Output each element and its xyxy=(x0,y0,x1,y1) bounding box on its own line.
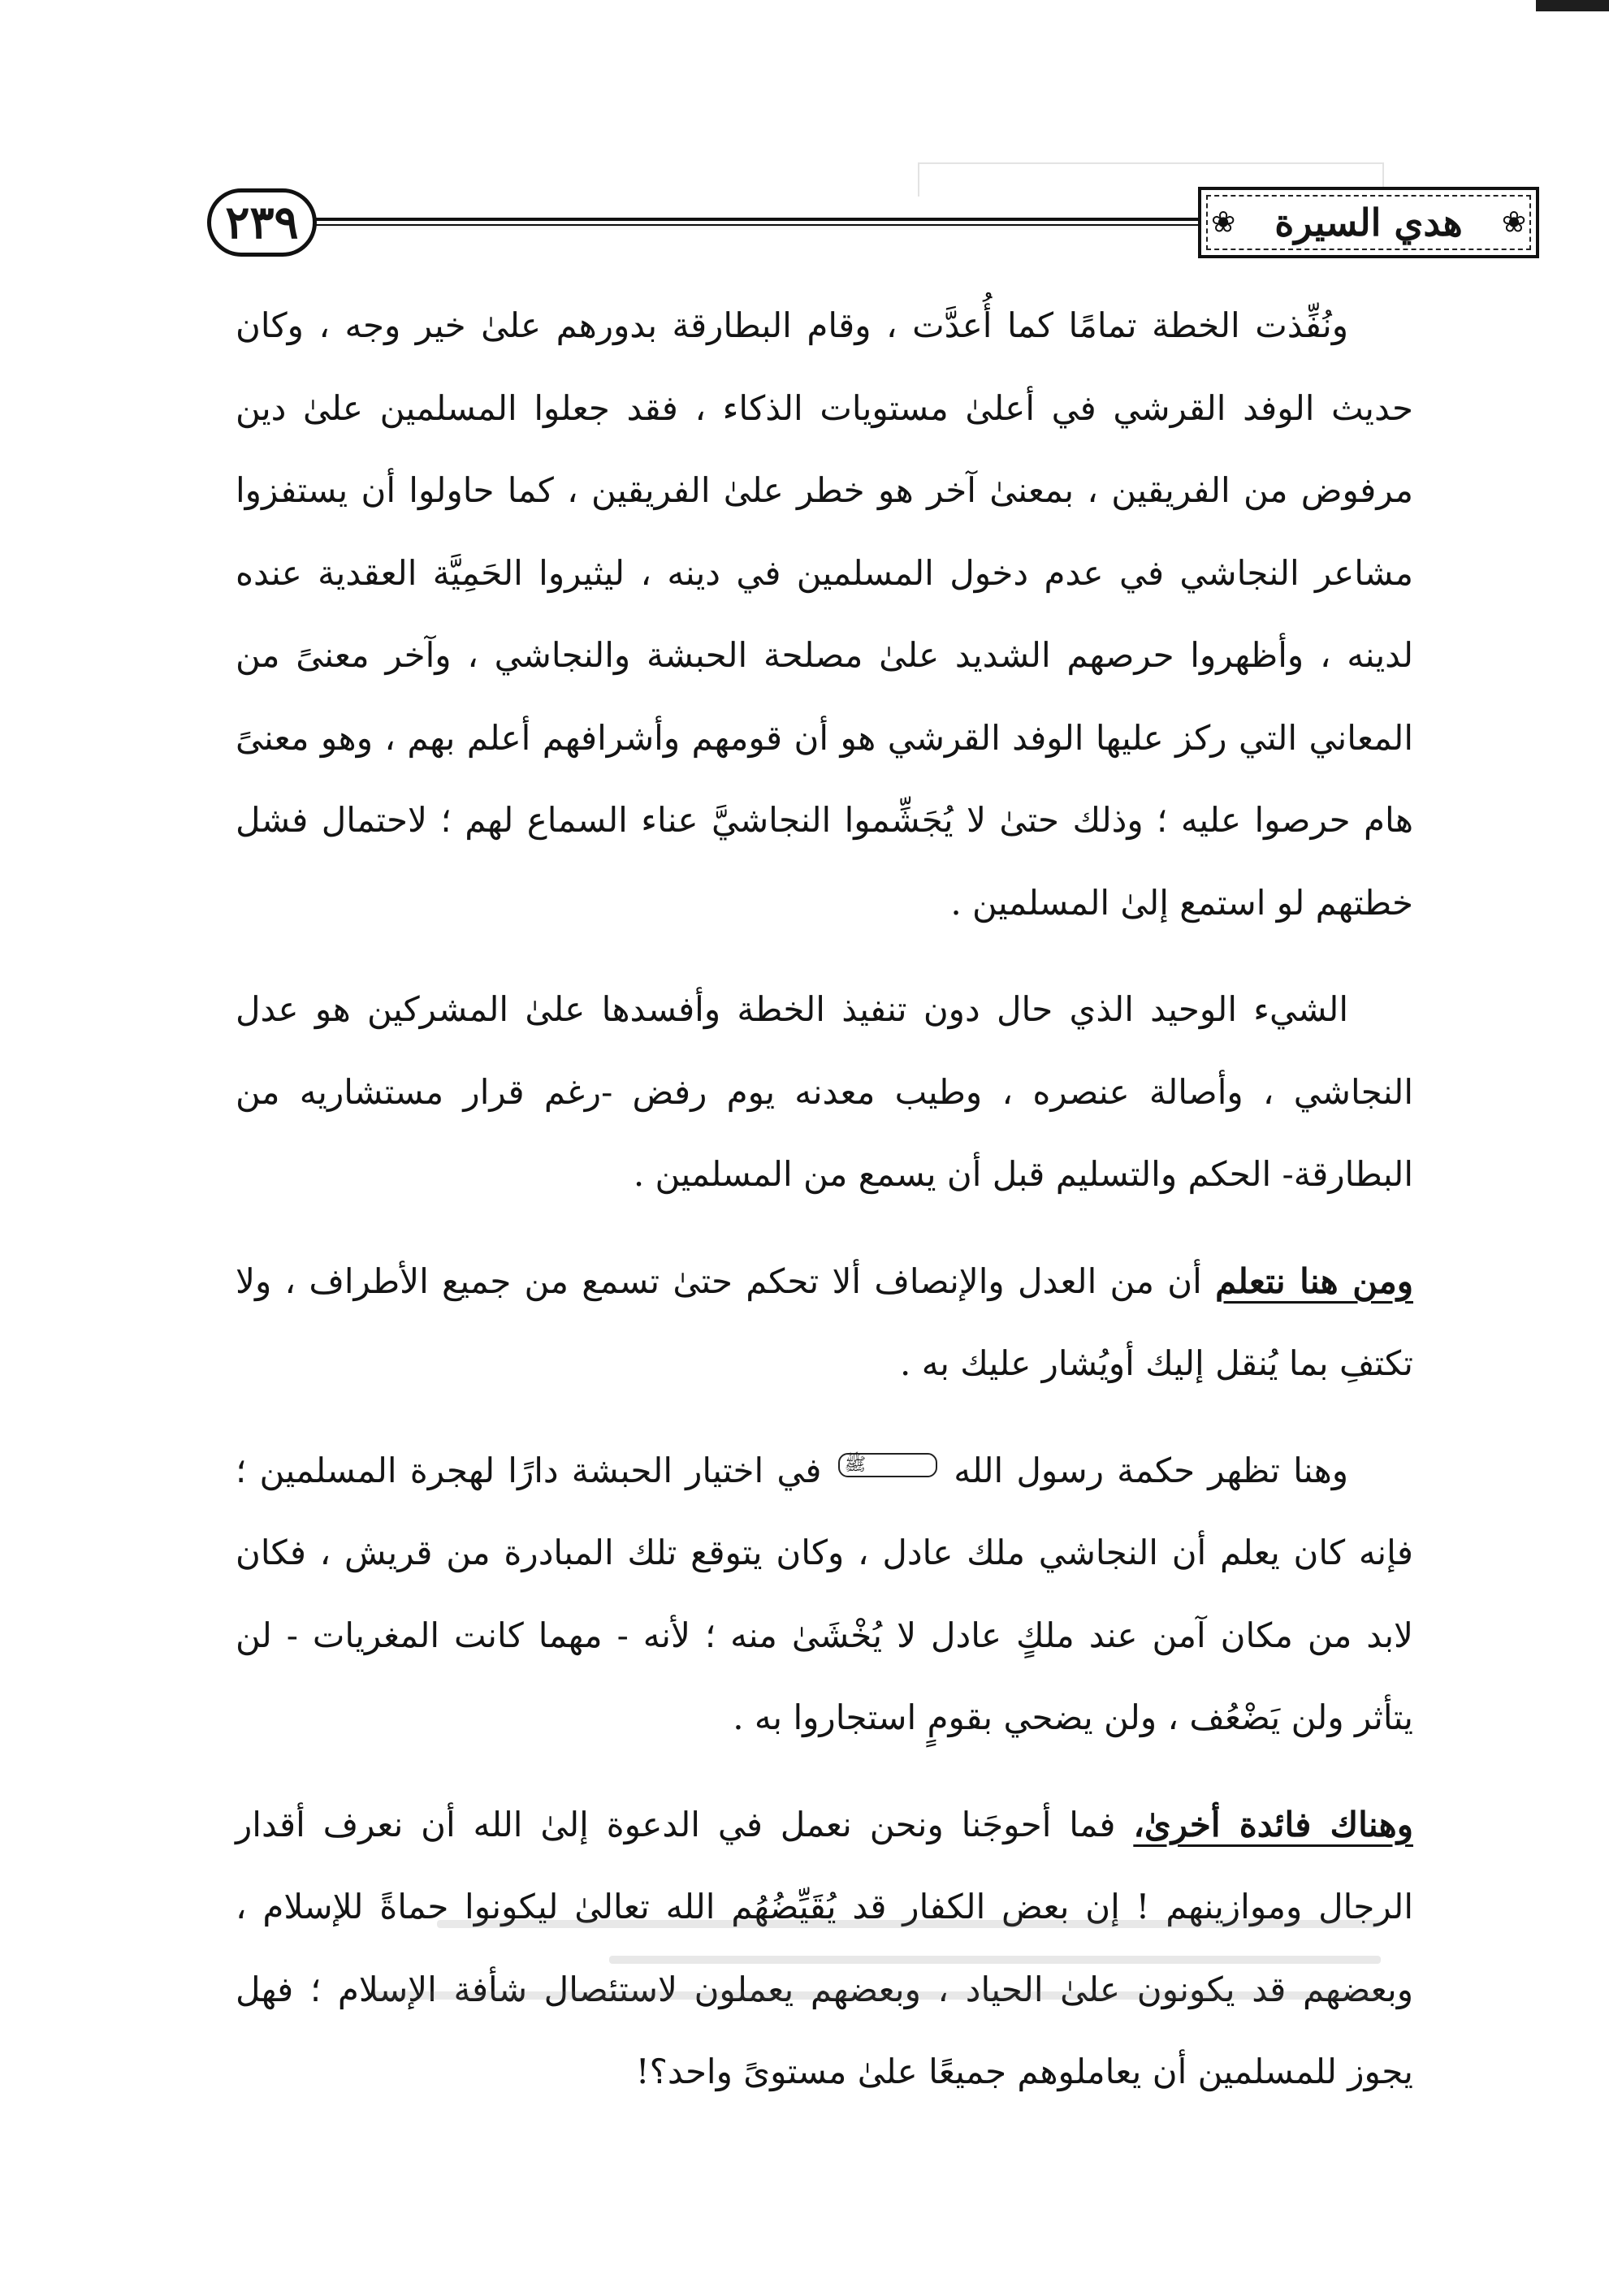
paragraph xyxy=(236,1240,1413,1405)
paragraph-text: الشيء الوحيد الذي حال دون تنفيذ الخطة وأفسدها علىٰ المشركين هو عدل النجاشي ، وأصالة عنصره ، وطيب معدنه يوم رفض -رغم قرار مستشاريه من البطارقة- الحكم والتسليم قبل أن يسمع من المسلمين . xyxy=(236,989,1413,1194)
salutation-ligature-icon: ﷺ xyxy=(838,1453,938,1477)
paragraph xyxy=(236,284,1413,944)
paragraph-lead: وهناك فائدة أخرىٰ، xyxy=(1133,1804,1413,1844)
paragraph-lead: ومن هنا نتعلم xyxy=(1215,1260,1413,1301)
paragraph-text: في اختيار الحبشة دارًا لهجرة المسلمين ؛ فإنه كان يعلم أن النجاشي ملك عادل ، وكان يتوقع تلك المبادرة من قريش ، فكان لابد من مكان آمن عند ملكٍ عادل لا يُخْشَىٰ منه ؛ لأنه - مهما كانت المغريات - لن يتأثر ولن يَضْعُف ، ولن يضحي بقومٍ استجاروا به . xyxy=(236,1450,1413,1737)
paragraph-text: أن من العدل والإنصاف ألا تحكم حتىٰ تسمع من جميع الأطراف ، ولا تكتفِ بما يُنقل إليك أويُشار عليك به . xyxy=(236,1260,1413,1383)
ornament-icon: ❀ xyxy=(1501,205,1526,240)
paragraph-text: فما أحوجَنا ونحن نعمل في الدعوة إلىٰ الله أن نعرف أقدار الرجال وموازينهم ! إن بعض الكفار قد يُقَيِّضُهُم الله تعالىٰ ليكونوا حماةً للإسلام ، وبعضهم قد يكونون علىٰ الحياد ، وبعضهم يعملون لاستئصال شأفة الإسلام ؛ فهل يجوز للمسلمين أن يعاملوهم جميعًا علىٰ مستوىً واحد؟! xyxy=(236,1804,1413,2091)
paragraph-text: ونُفِّذت الخطة تمامًا كما أُعدَّت ، وقام البطارقة بدورهم علىٰ خير وجه ، وكان حديث الوفد القرشي في أعلىٰ مستويات الذكاء ، فقد جعلوا المسلمين علىٰ دين مرفوض من الفريقين ، بمعنىٰ آخر هو خطر علىٰ الفريقين ، كما حاولوا أن يستفزوا مشاعر النجاشي في عدم دخول المسلمين في دينه ، ليثيروا الحَمِيَّة العقدية عنده لدينه ، وأظهروا حرصهم الشديد علىٰ مصلحة الحبشة والنجاشي ، وآخر معنىً من المعاني التي ركز عليها الوفد القرشي هو أن قومهم وأشرافهم أعلم بهم ، وهو معنىً هام حرصوا عليه ؛ وذلك حتىٰ لا يُجَشِّموا النجاشيَّ عناء السماع لهم ؛ لاحتمال فشل خطتهم لو استمع إلىٰ المسلمين . xyxy=(236,305,1413,923)
scan-edge-shadow xyxy=(1536,0,1609,11)
book-title: هدي السيرة xyxy=(1274,201,1463,244)
page-number: ٢٣٩ xyxy=(207,188,317,257)
ornament-icon: ❀ xyxy=(1211,205,1236,240)
header-rule xyxy=(309,224,1210,226)
paragraph xyxy=(236,1429,1413,1759)
bleed-through-footnotes xyxy=(309,1892,1381,2095)
page-header xyxy=(207,188,1526,262)
paragraph xyxy=(236,968,1413,1216)
header-rule xyxy=(309,218,1210,221)
paragraph-text: وهنا تظهر حكمة رسول الله xyxy=(941,1450,1348,1490)
body-text xyxy=(236,284,1413,2138)
title-cartouche xyxy=(1198,187,1539,258)
